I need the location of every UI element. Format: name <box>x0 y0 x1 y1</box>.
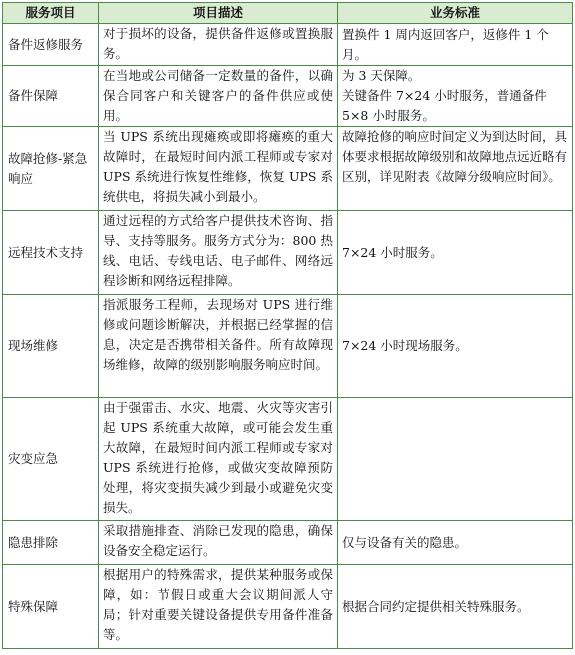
table-row <box>3 398 573 521</box>
table-row <box>3 127 573 211</box>
description-cell: 在当地或公司储备一定数量的备件，以确保合同客户和关键客户的备件供应或使用。 <box>99 66 338 127</box>
service-name-cell: 特殊保障 <box>3 565 99 649</box>
standard-cell: 7×24 小时现场服务。 <box>338 295 573 398</box>
service-name-cell: 故障抢修-紧急响应 <box>3 127 99 211</box>
description-cell: 通过远程的方式给客户提供技术咨询、指导、支持等服务。服务方式分为：800 热线、电话、专线电话、电子邮件、网络远程诊断和网络远程排障。 <box>99 211 338 295</box>
standard-cell: 7×24 小时服务。 <box>338 211 573 295</box>
service-standards-table <box>2 2 573 649</box>
table-row <box>3 295 573 398</box>
standard-cell: 故障抢修的响应时间定义为到达时间，具体要求根据故障级别和故障地点远近略有区别，详见附表《故障分级响应时间》。 <box>338 127 573 211</box>
description-cell: 采取措施排查、消除已发现的隐患，确保设备安全稳定运行。 <box>99 521 338 565</box>
service-name-cell: 灾变应急 <box>3 398 99 521</box>
table-row <box>3 211 573 295</box>
header-description: 项目描述 <box>99 3 338 24</box>
table-row <box>3 24 573 66</box>
service-name-cell: 远程技术支持 <box>3 211 99 295</box>
header-standard: 业务标准 <box>338 3 573 24</box>
standard-cell <box>338 398 573 521</box>
table-row <box>3 521 573 565</box>
header-row <box>3 3 573 24</box>
table-row <box>3 565 573 649</box>
description-cell: 由于强雷击、水灾、地震、火灾等灾害引起 UPS 系统重大故障，或可能会发生重大故障，在最短时间内派工程师或专家对 UPS 系统进行抢修，或做灾变故障预防处理，将灾变损失减少到最小或避免灾变损失。 <box>99 398 338 521</box>
description-cell: 指派服务工程师，去现场对 UPS 进行维修或问题诊断解决，并根据已经掌握的信息，决定是否携带相关备件。所有故障现场维修，故障的级别影响服务响应时间。 <box>99 295 338 398</box>
header-service-item: 服务项目 <box>3 3 99 24</box>
description-cell: 对于损坏的设备，提供备件返修或置换服务。 <box>99 24 338 66</box>
table-body <box>3 24 573 649</box>
standard-cell: 根据合同约定提供相关特殊服务。 <box>338 565 573 649</box>
description-cell: 根据用户的特殊需求，提供某种服务或保障，如：节假日或重大会议期间派人守局；针对重要关键设备提供专用备件准备等。 <box>99 565 338 649</box>
service-name-cell: 现场维修 <box>3 295 99 398</box>
standard-cell: 置换件 1 周内返回客户，返修件 1 个月。 <box>338 24 573 66</box>
standard-cell <box>338 66 573 127</box>
service-name-cell: 隐患排除 <box>3 521 99 565</box>
service-name-cell: 备件保障 <box>3 66 99 127</box>
table-row <box>3 66 573 127</box>
standard-line: 为 3 天保障。 关键备件 7×24 小时服务，普通备件 5×8 小时服务。 <box>342 68 547 123</box>
description-cell: 当 UPS 系统出现瘫痪或即将瘫痪的重大故障时，在最短时间内派工程师或专家对 UPS 系统进行恢复性维修，恢复 UPS 系统供电，将损失减小到最小。 <box>99 127 338 211</box>
standard-cell: 仅与设备有关的隐患。 <box>338 521 573 565</box>
table-header <box>3 3 573 24</box>
service-name-cell: 备件返修服务 <box>3 24 99 66</box>
